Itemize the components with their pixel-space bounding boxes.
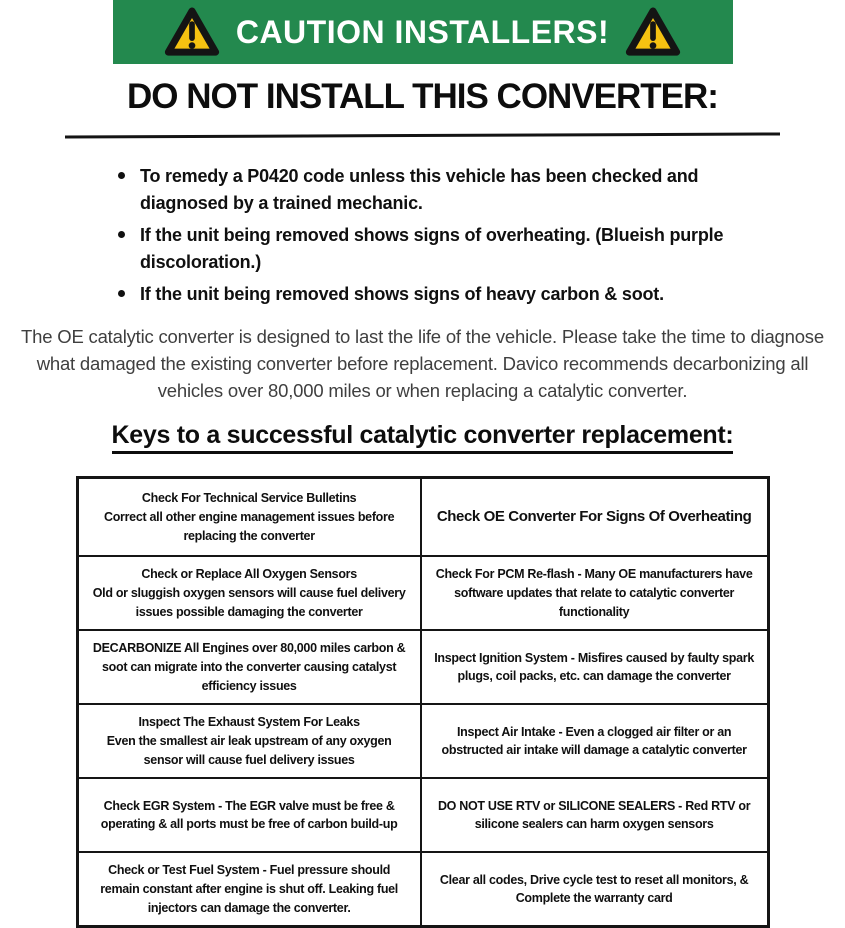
table-row [79,703,767,777]
table-cell-line: Old or sluggish oxygen sensors will cause fuel delivery [92,586,406,601]
bullet-icon [118,172,125,179]
table-cell-line: sensor will cause fuel delivery issues [143,752,355,767]
table-cell-line: remain constant after engine is shut off. Leaking fuel [100,882,398,897]
table-cell-line: Even the smallest air leak upstream of any oxygen [106,734,392,749]
bullet-text: If the unit being removed shows signs of heavy carbon & soot. [140,284,664,304]
table-cell-line: Clear all codes, Drive cycle test to reset all monitors, & [439,872,749,887]
list-item [112,281,757,308]
table-cell-line: Check EGR System - The EGR valve must be free & [103,798,395,813]
table-cell-line: Check For PCM Re-flash - Many OE manufacturers have [435,567,753,582]
table-cell-line: Check For Technical Service Bulletins [141,491,357,506]
list-item [112,222,757,276]
bullet-text: To remedy a P0420 code unless this vehicle has been checked and diagnosed by a trained mechanic. [140,166,699,213]
warning-list [112,163,757,308]
table-cell-line: functionality [558,604,630,619]
table-row [79,777,767,851]
table-cell-line: Inspect Air Intake - Even a clogged air filter or an [456,724,732,739]
table-cell [79,557,420,629]
keys-table [76,476,770,928]
table-cell-line: efficiency issues [201,678,297,693]
table-cell-line: obstructed air intake will damage a catalytic converter [441,743,747,758]
table-row [79,555,767,629]
table-cell-line: injectors can damage the converter. [147,900,351,915]
table-cell [79,479,420,555]
keys-heading-wrap [0,421,845,454]
table-cell [420,557,767,629]
caution-banner [113,0,733,64]
table-cell [79,705,420,777]
table-cell [79,631,420,703]
advisory-paragraph [0,324,845,404]
table-cell [79,853,420,925]
bullet-icon [118,290,125,297]
table-cell-line: issues possible damaging the converter [135,604,363,619]
table-cell-line: operating & all ports must be free of carbon build-up [100,817,398,832]
table-cell-line: DECARBONIZE All Engines over 80,000 miles carbon & [92,641,406,656]
banner-title: CAUTION INSTALLERS! [235,13,610,50]
table-row [79,629,767,703]
table-cell-line: Inspect The Exhaust System For Leaks [138,715,360,730]
table-cell [420,705,767,777]
table-cell [79,779,420,851]
warning-triangle-icon [625,6,681,58]
table-cell-line: Check or Replace All Oxygen Sensors [141,567,357,582]
bullet-text: If the unit being removed shows signs of overheating. (Blueish purple discoloration.) [140,225,724,272]
table-row [79,479,767,555]
table-cell-line: DO NOT USE RTV or SILICONE SEALERS - Red RTV or [437,798,751,813]
list-item [112,163,757,217]
table-cell-line: replacing the converter [183,528,315,543]
table-cell-line: plugs, coil packs, etc. can damage the converter [457,669,731,684]
table-row [79,851,767,925]
table-cell [420,479,767,555]
keys-heading: Keys to a successful catalytic converter replacement: [112,421,734,454]
table-cell-line: software updates that relate to catalytic converter [454,586,735,601]
table-cell-line: silicone sealers can harm oxygen sensors [474,817,714,832]
table-cell-line: Correct all other engine management issues before [103,510,395,525]
bullet-icon [118,231,125,238]
table-cell [420,779,767,851]
paragraph-line: what damaged the existing converter before replacement. Davico recommends decarbonizing all [36,352,809,374]
table-cell-line: Complete the warranty card [515,891,673,906]
table-cell-line: Check or Test Fuel System - Fuel pressure should [108,863,391,878]
paragraph-line: vehicles over 80,000 miles or when replacing a catalytic converter. [157,379,688,401]
divider-line [65,132,780,138]
table-cell-line: Inspect Ignition System - Misfires caused by faulty spark [434,650,755,665]
table-cell-line: soot can migrate into the converter causing catalyst [102,660,397,675]
warning-triangle-icon [164,6,220,58]
table-cell [420,631,767,703]
table-cell-line: Check OE Converter For Signs Of Overheating [436,508,752,526]
table-cell [420,853,767,925]
paragraph-line: The OE catalytic converter is designed to last the life of the vehicle. Please take the time to diagnose [21,326,824,347]
page-title: DO NOT INSTALL THIS CONVERTER: [127,77,718,116]
